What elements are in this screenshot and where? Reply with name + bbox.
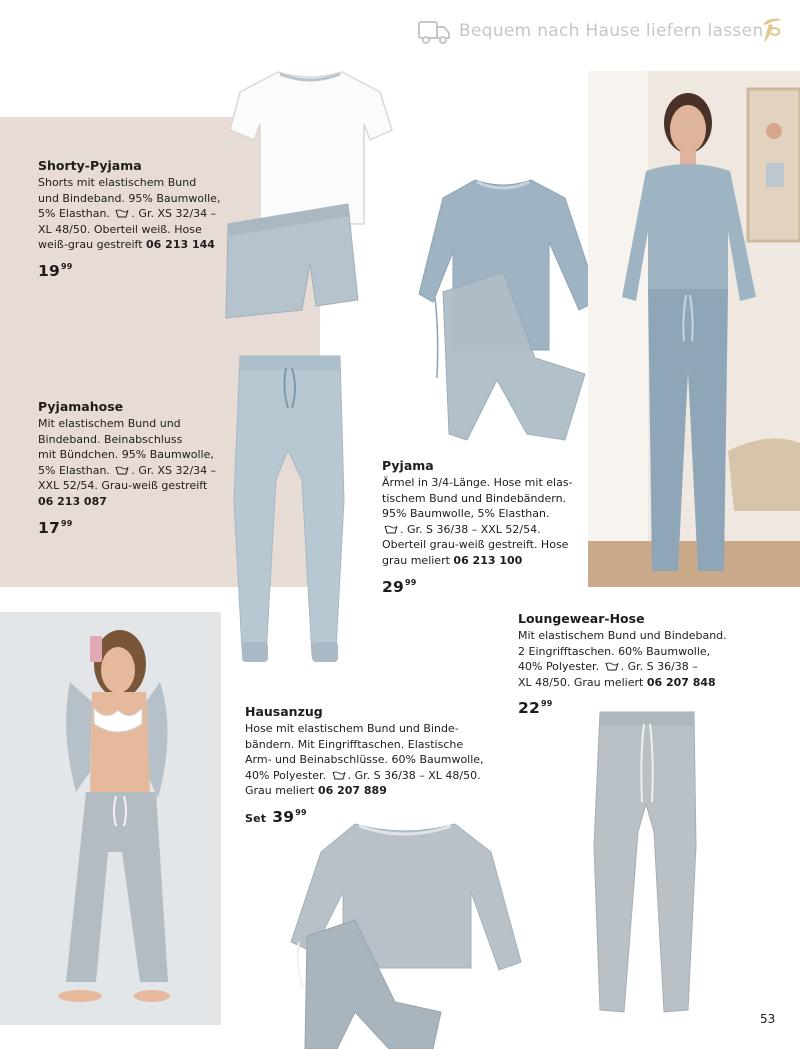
pyjamahose-image — [230, 350, 348, 672]
price-main: 39 — [272, 807, 295, 826]
loungewear-sku: 06 207 848 — [646, 675, 716, 689]
washing-care-icon — [332, 771, 346, 780]
shorty-care-pre: 5% Elasthan. — [38, 207, 110, 221]
hausanzug-sku-line — [245, 783, 495, 799]
hausanzug-text — [245, 703, 495, 829]
loungewear-sku-line — [518, 675, 748, 691]
loungewear-care-pre: 40% Polyester. — [518, 660, 600, 674]
pyjamahose-care-pre: 5% Elasthan. — [38, 463, 110, 477]
shorty-pyjama-price — [38, 257, 228, 281]
header-delivery-text: Bequem nach Hause liefern lassen — [459, 21, 764, 41]
washing-care-icon — [115, 209, 129, 218]
shorty-care-post: . Gr. XS 32/34 – — [131, 207, 217, 221]
washing-care-icon — [384, 525, 398, 534]
pyjama-line-4: Oberteil grau-weiß gestreift. Hose — [382, 538, 569, 552]
shorty-pyjama-sku-line — [38, 237, 228, 253]
pyjamahose-care-line — [38, 463, 228, 479]
pyjama-care-post: . Gr. S 36/38 – XXL 52/54. — [400, 522, 541, 536]
hausanzug-sku-pre: Grau meliert — [245, 784, 315, 798]
pyjamahose-line-3: mit Bündchen. 95% Baumwolle, — [38, 448, 214, 462]
tchibo-logo-icon — [757, 15, 785, 45]
loungewear-line-2: 2 Eingrifftaschen. 60% Baumwolle, — [518, 644, 711, 658]
price-cents: 99 — [60, 518, 73, 528]
pyjamahose-price — [38, 514, 228, 538]
washing-care-icon — [115, 466, 129, 475]
loungewear-hose-image — [588, 706, 704, 1018]
model-photo-hausanzug — [0, 612, 221, 1025]
pyjama-line-3: 95% Baumwolle, 5% Elasthan. — [382, 507, 550, 521]
loungewear-line-1: Mit elastischem Bund und Bindeband. — [518, 629, 727, 642]
shorty-pyjama-line-1: Shorts mit elastischem Bund — [38, 176, 197, 189]
pyjamahose-line-4: XXL 52/54. Grau-weiß gestreift — [38, 479, 208, 493]
shorty-pyjama-care-line — [38, 206, 228, 222]
pyjama-image — [415, 172, 605, 454]
loungewear-hose-title: Loungewear-Hose — [518, 611, 645, 626]
hausanzug-image — [285, 812, 525, 1049]
price-main: 19 — [38, 261, 60, 280]
washing-care-icon — [605, 662, 619, 671]
price-cents: 99 — [60, 261, 73, 271]
page-number: 53 — [760, 1012, 776, 1026]
shorty-pyjama-line-3: XL 48/50. Oberteil weiß. Hose — [38, 222, 202, 236]
model-photo-pyjama — [588, 71, 800, 587]
pyjamahose-sku: 06 213 087 — [38, 494, 107, 508]
hausanzug-line-2: bändern. Mit Eingrifftaschen. Elastische — [245, 737, 464, 751]
pyjama-line-1: Ärmel in 3/4-Länge. Hose mit elas- — [382, 476, 573, 489]
price-set-label: Set — [245, 811, 267, 825]
hausanzug-care-pre: 40% Polyester. — [245, 768, 327, 782]
price-cents: 99 — [295, 807, 307, 817]
pyjama-sku-line — [382, 553, 582, 569]
loungewear-care-post: . Gr. S 36/38 – — [620, 660, 698, 674]
pyjamahose-text — [38, 398, 228, 538]
pyjamahose-line-1: Mit elastischem Bund und — [38, 417, 181, 430]
hausanzug-line-3: Arm- und Beinabschlüsse. 60% Baumwolle, — [245, 753, 484, 767]
shorty-sku-pre: weiß-grau gestreift — [38, 238, 143, 252]
hausanzug-line-1: Hose mit elastischem Bund und Binde- — [245, 722, 459, 735]
shorty-pyjama-text — [38, 157, 228, 281]
shorty-pyjama-line-2: und Bindeband. 95% Baumwolle, — [38, 191, 221, 205]
loungewear-care-line — [518, 659, 748, 675]
hausanzug-care-line — [245, 768, 495, 784]
shorty-pyjama-sku: 06 213 144 — [146, 238, 215, 252]
pyjama-line-2: tischem Bund und Bindebändern. — [382, 491, 567, 505]
hausanzug-title: Hausanzug — [245, 704, 323, 719]
truck-icon — [417, 17, 451, 47]
loungewear-hose-text — [518, 610, 748, 718]
pyjamahose-title: Pyjamahose — [38, 399, 124, 414]
page-header — [415, 14, 785, 50]
shorty-pyjama-image — [220, 64, 398, 326]
price-main: 22 — [518, 699, 540, 718]
pyjama-title: Pyjama — [382, 458, 434, 473]
pyjama-price — [382, 573, 582, 597]
hausanzug-care-post: . Gr. S 36/38 – XL 48/50. — [347, 768, 481, 782]
pyjamahose-care-post: . Gr. XS 32/34 – — [131, 463, 217, 477]
price-cents: 99 — [540, 699, 553, 709]
pyjama-text — [382, 457, 582, 597]
price-cents: 99 — [404, 577, 417, 587]
pyjama-sku: 06 213 100 — [453, 553, 523, 567]
price-main: 29 — [382, 577, 404, 596]
loungewear-sku-pre: XL 48/50. Grau meliert — [518, 675, 644, 689]
price-main: 17 — [38, 518, 60, 537]
hausanzug-sku: 06 207 889 — [317, 784, 387, 798]
pyjama-care-line — [382, 522, 582, 538]
shorty-pyjama-title: Shorty-Pyjama — [38, 158, 142, 173]
pyjamahose-line-2: Bindeband. Beinabschluss — [38, 432, 183, 446]
pyjama-sku-pre: grau meliert — [382, 553, 450, 567]
